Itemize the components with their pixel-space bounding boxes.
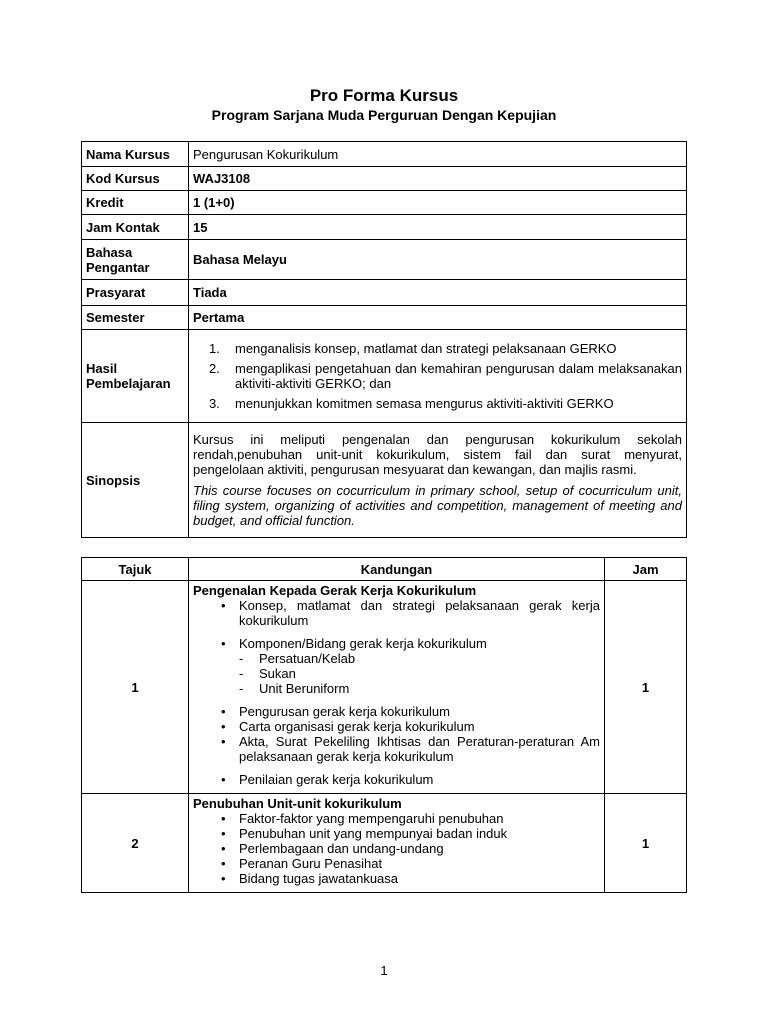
header-jam: Jam [605, 558, 687, 581]
row-semester [82, 306, 687, 330]
bahasa-pengantar-value: Bahasa Melayu [189, 240, 687, 280]
document-subtitle: Program Sarjana Muda Perguruan Dengan Kepujian [211, 107, 557, 123]
outcome-text: mengaplikasi pengetahuan dan kemahiran pengurusan dalam melaksanakan aktiviti-aktiviti GERKO; dan [235, 360, 682, 391]
outcome-text: menganalisis konsep, matlamat dan strategi pelaksanaan GERKO [235, 340, 617, 356]
sub-item: - Unit Beruniform [239, 681, 600, 696]
semester-label: Semester [82, 306, 189, 330]
jam-kontak-value: 15 [189, 215, 687, 240]
bullet-item: • Faktor-faktor yang mempengaruhi penubuhan [193, 811, 600, 826]
header-kandungan: Kandungan [189, 558, 605, 581]
outcome-number: 1. [209, 340, 220, 356]
sinopsis-content [189, 423, 687, 538]
outcome-item [193, 341, 682, 356]
topic-content [189, 581, 605, 794]
topic-title: Pengenalan Kepada Gerak Kerja Kokurikulum [193, 583, 477, 598]
outcome-number: 2. [209, 360, 220, 376]
bullet-item: • Carta organisasi gerak kerja kokurikulum [193, 719, 600, 734]
hasil-label-line2: Pembelajaran [86, 376, 171, 391]
bahasa-label-line1: Bahasa [86, 244, 133, 260]
document-title: Pro Forma Kursus [309, 86, 459, 105]
row-prasyarat [82, 280, 687, 306]
course-content-table [81, 557, 687, 893]
bullet-item: • Konsep, matlamat dan strategi pelaksanaan gerak kerja kokurikulum [193, 598, 600, 628]
bahasa-label-line2: Pengantar [86, 259, 150, 275]
row-hasil-pembelajaran [82, 330, 687, 423]
bullet-item: • Bidang tugas jawatankuasa [193, 871, 600, 886]
content-header-row [82, 558, 687, 581]
outcome-number: 3. [209, 395, 220, 411]
semester-value: Pertama [189, 306, 687, 330]
row-kod-kursus [82, 167, 687, 191]
bahasa-pengantar-label [82, 240, 189, 280]
prasyarat-value: Tiada [189, 280, 687, 306]
header-tajuk: Tajuk [82, 558, 189, 581]
sub-item: - Persatuan/Kelab [239, 651, 600, 666]
sub-item: - Sukan [239, 666, 600, 681]
bullet-item: • Peranan Guru Penasihat [193, 856, 600, 871]
topic-row [82, 794, 687, 893]
sinopsis-malay: Kursus ini meliputi pengenalan dan pengurusan kokurikulum sekolah rendah,penubuhan unit-unit kokurikulum, sistem fail dan surat menyurat, pengelolaan aktiviti, pengurusan mesyuarat dan kewangan, dan majlis rasmi. [193, 432, 682, 477]
bullet-item: • Penubuhan unit yang mempunyai badan induk [193, 826, 600, 841]
sub-list [239, 651, 600, 696]
sinopsis-english: This course focuses on cocurriculum in primary school, setup of cocurriculum unit, filing system, organizing of activities and competition, management of meeting and budget, and official function. [193, 483, 682, 528]
kod-kursus-label: Kod Kursus [82, 167, 189, 191]
hasil-label-line1: Hasil [86, 361, 118, 376]
jam-kontak-label: Jam Kontak [82, 215, 189, 240]
row-bahasa-pengantar [82, 240, 687, 280]
bullet-item: • Perlembagaan dan undang-undang [193, 841, 600, 856]
topic-number: 2 [82, 794, 189, 893]
outcome-item [193, 361, 682, 391]
course-info-table [81, 141, 687, 538]
bullet-item: • Akta, Surat Pekeliling Ikhtisas dan Peraturan-peraturan Am pelaksanaan gerak kerja kokurikulum [193, 734, 600, 764]
topic-number: 1 [82, 581, 189, 794]
row-sinopsis [82, 423, 687, 538]
row-nama-kursus [82, 142, 687, 167]
topic-hours: 1 [605, 581, 687, 794]
topic-content [189, 794, 605, 893]
topic-row [82, 581, 687, 794]
hasil-pembelajaran-label [82, 330, 189, 423]
learning-outcomes [189, 330, 687, 423]
page-number: 1 [380, 963, 388, 978]
bullet-item: • Pengurusan gerak kerja kokurikulum [193, 704, 600, 719]
sinopsis-label: Sinopsis [82, 423, 189, 538]
row-jam-kontak [82, 215, 687, 240]
row-kredit [82, 191, 687, 215]
outcome-text: menunjukkan komitmen semasa mengurus aktiviti-aktiviti GERKO [235, 395, 614, 411]
kredit-value: 1 (1+0) [189, 191, 687, 215]
nama-kursus-label: Nama Kursus [82, 142, 189, 167]
topic-hours: 1 [605, 794, 687, 893]
prasyarat-label: Prasyarat [82, 280, 189, 306]
topic-title: Penubuhan Unit-unit kokurikulum [193, 796, 402, 811]
kredit-label: Kredit [82, 191, 189, 215]
bullet-text: • Komponen/Bidang gerak kerja kokurikulum [239, 636, 487, 651]
kod-kursus-value: WAJ3108 [189, 167, 687, 191]
bullet-item: • Penilaian gerak kerja kokurikulum [193, 772, 600, 787]
outcome-item [193, 396, 682, 411]
bullet-item [193, 636, 600, 696]
nama-kursus-value: Pengurusan Kokurikulum [189, 142, 687, 167]
